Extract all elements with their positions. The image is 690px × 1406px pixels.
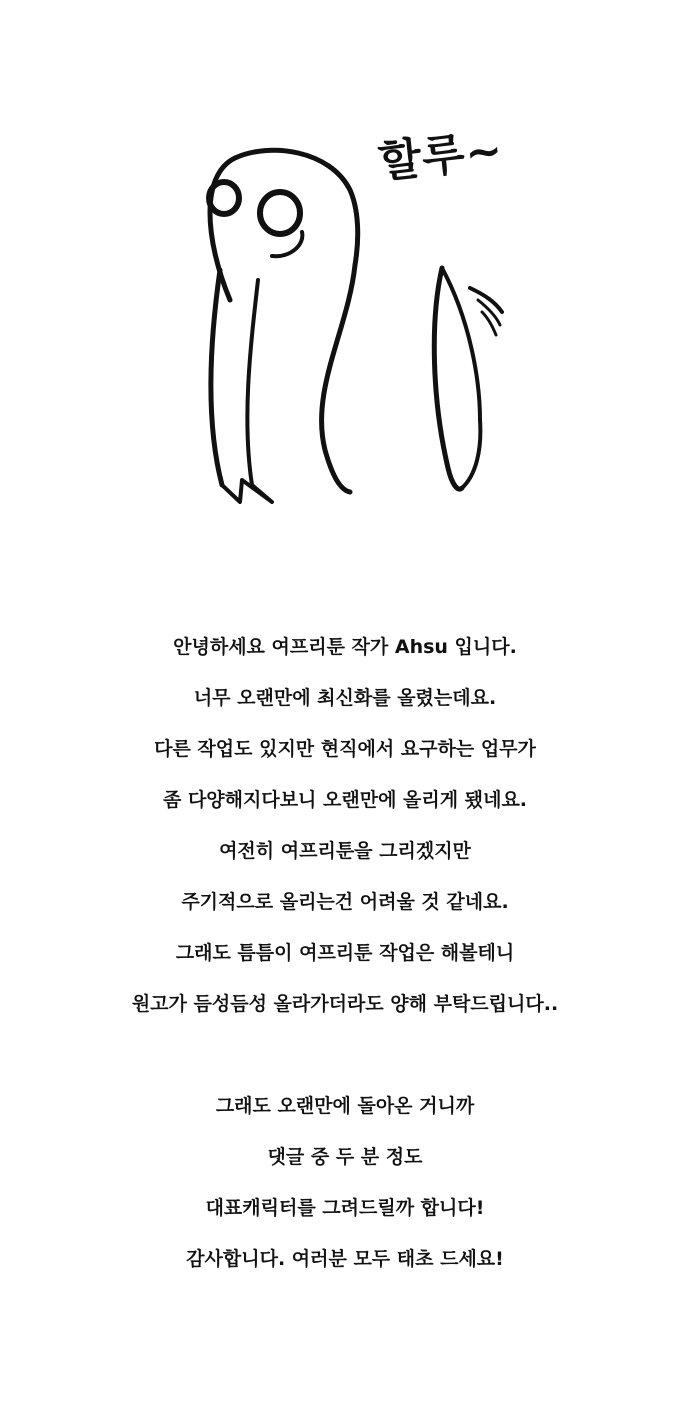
message-line: 안녕하세요 여프리툰 작가 Ahsu 입니다. bbox=[173, 636, 517, 658]
message-line: 감사합니다. 여러분 모두 태초 드세요! bbox=[186, 1248, 504, 1270]
message-line: 원고가 듬성듬성 올라가더라도 양해 부탁드립니다.. bbox=[131, 993, 559, 1015]
message-line: 여전히 여프리툰을 그리겠지만 bbox=[219, 840, 471, 862]
message-line: 너무 오랜만에 최신화를 올렸는데요. bbox=[193, 687, 497, 709]
message-line: 주기적으로 올리는건 어려울 것 같네요. bbox=[181, 891, 509, 913]
message-line: 그래도 틈틈이 여프리툰 작업은 해볼테니 bbox=[175, 942, 515, 964]
message-line: 대표캐릭터를 그려드릴까 합니다! bbox=[205, 1197, 485, 1219]
message-line: 다른 작업도 있지만 현직에서 요구하는 업무가 bbox=[154, 738, 536, 760]
message-line: 그래도 오랜만에 돌아온 거니까 bbox=[215, 1095, 475, 1117]
message-line: 댓글 중 두 분 정도 bbox=[267, 1146, 423, 1168]
author-message bbox=[0, 622, 690, 1285]
character-illustration bbox=[180, 120, 540, 520]
paragraph-spacer bbox=[0, 1030, 690, 1081]
greeting-text: 할루~ bbox=[376, 124, 506, 189]
message-line: 좀 다양해지다보니 오랜만에 올리게 됐네요. bbox=[162, 789, 528, 811]
